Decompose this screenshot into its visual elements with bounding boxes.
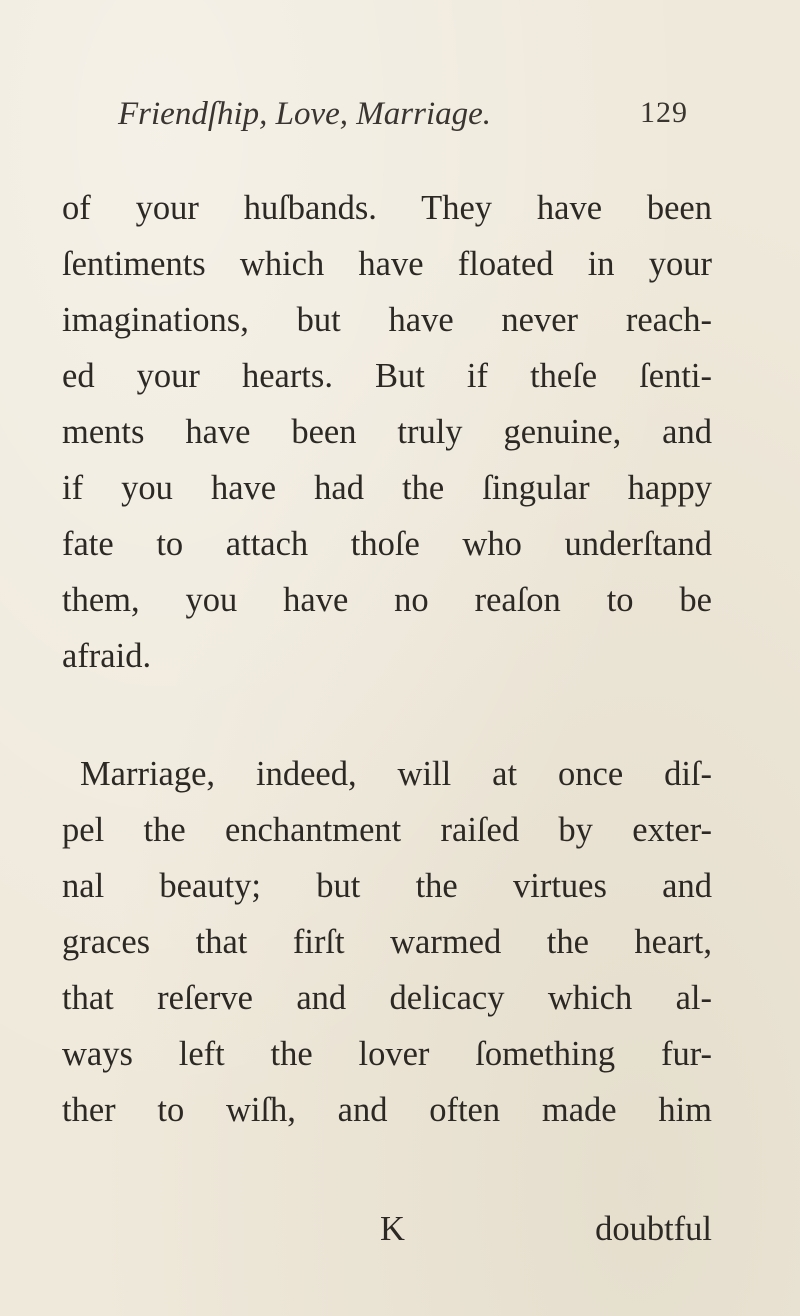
text-line: ſentiments which have floated in your — [62, 245, 712, 283]
text-line: of your huſbands. They have been — [62, 189, 712, 227]
text-line: that reſerve and delicacy which al- — [62, 979, 712, 1017]
text-line: ways left the lover ſomething fur- — [62, 1035, 712, 1073]
running-head — [118, 96, 688, 146]
text-line: ther to wiſh, and often made him — [62, 1091, 712, 1129]
paragraph-break — [62, 684, 712, 746]
text-line: if you have had the ſingular happy — [62, 469, 712, 507]
text-line: ed your hearts. But if theſe ſenti- — [62, 357, 712, 395]
text-line: them, you have no reaſon to be — [62, 581, 712, 619]
body-text — [62, 180, 712, 1138]
page-footer — [62, 1210, 712, 1260]
text-line: afraid. — [62, 637, 152, 675]
paragraph-2 — [62, 746, 712, 1138]
paragraph-1 — [62, 180, 712, 684]
text-line: graces that firſt warmed the heart, — [62, 923, 712, 961]
text-line: imaginations, but have never reach- — [62, 301, 712, 339]
text-line: Marriage, indeed, will at once diſ- — [80, 755, 712, 793]
text-line: nal beauty; but the virtues and — [62, 867, 712, 905]
signature-mark: K — [380, 1210, 405, 1248]
running-title: Friendſhip, Love, Marriage. — [118, 96, 492, 132]
text-line: fate to attach thoſe who underſtand — [62, 525, 712, 563]
text-line: pel the enchantment raiſed by exter- — [62, 811, 712, 849]
catchword: doubtful — [595, 1210, 712, 1248]
text-line: ments have been truly genuine, and — [62, 413, 712, 451]
page-number: 129 — [640, 96, 688, 129]
